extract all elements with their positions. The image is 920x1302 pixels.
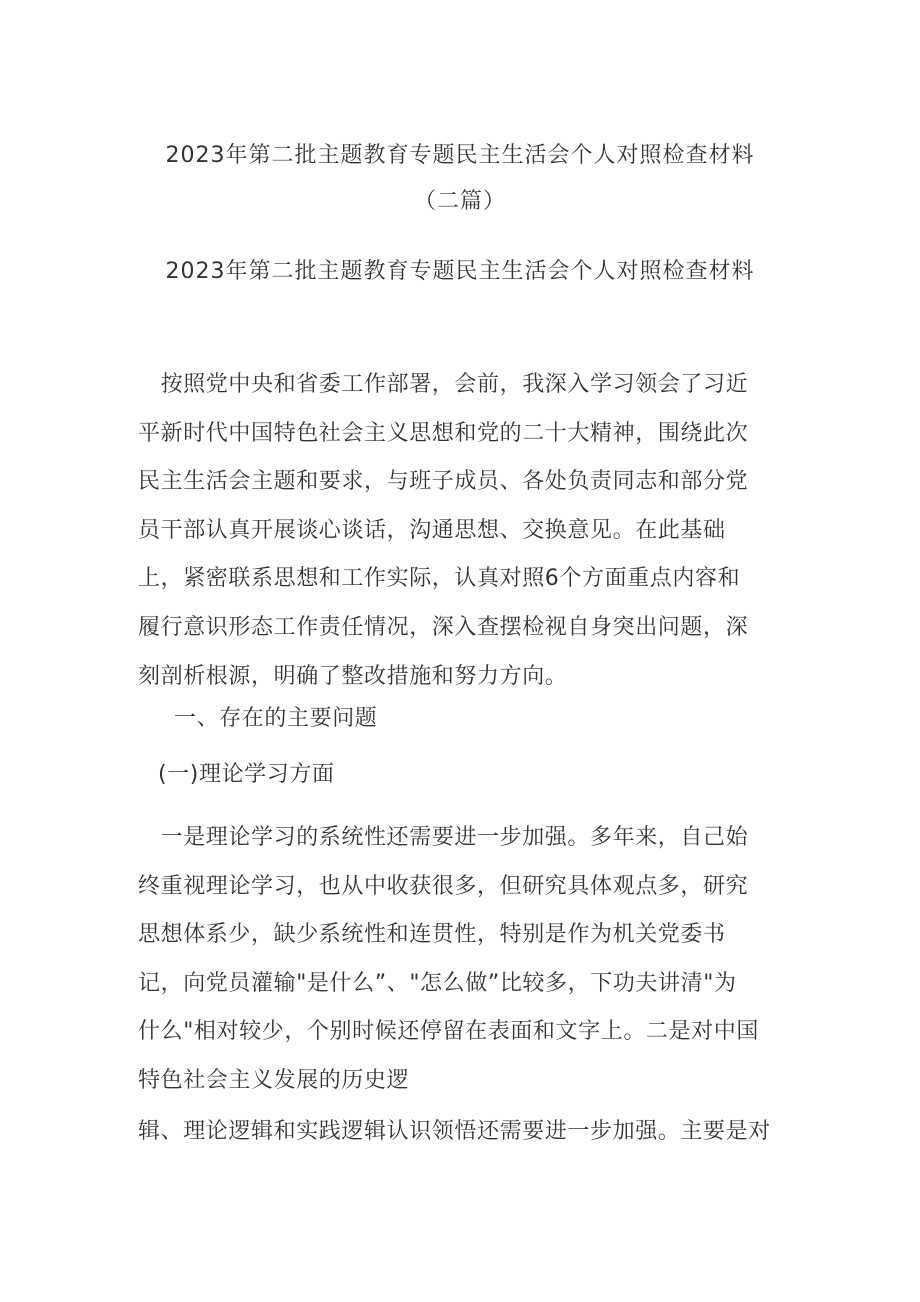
text-line: 记，向党员灌输"是什么”、"怎么做”比较多，下功夫讲清"为	[138, 970, 737, 996]
subsection-heading: (一)理论学习方面	[158, 762, 335, 787]
text-line: 什么"相对较少，个别时候还停留在表面和文字上。二是对中国	[138, 1019, 759, 1045]
text-line: 平新时代中国特色社会主义思想和党的二十大精神，围绕此次	[138, 420, 749, 446]
text-line: 按照党中央和省委工作部署，会前，我深入学习领会了习近	[138, 372, 749, 397]
text-line: 刻剖析根源，明确了整改措施和努力方向。	[138, 663, 568, 689]
continued-text-line: 辑、理论逻辑和实践逻辑认识领悟还需要进一步加强。主要是对	[138, 1119, 771, 1144]
text-line: 履行意识形态工作责任情况，深入查摆检视自身突出问题，深	[138, 614, 749, 640]
body-paragraph	[138, 814, 778, 1106]
text-line: 思想体系少，缺少系统性和连贯性，特别是作为机关党委书	[138, 922, 726, 948]
text-line: 终重视理论学习，也从中收获很多，但研究具体观点多，研究	[138, 873, 749, 899]
section-heading: 一、存在的主要问题	[174, 706, 378, 731]
text-line: 民主生活会主题和要求，与班子成员、各处负责同志和部分党	[138, 469, 749, 495]
document-subtitle: 2023年第二批主题教育专题民主生活会个人对照检查材料	[165, 259, 755, 284]
text-line: 员干部认真开展谈心谈话，沟通思想、交换意见。在此基础	[138, 517, 726, 543]
text-line: 特色社会主义发展的历史逻	[138, 1067, 410, 1093]
document-title: 2023年第二批主题教育专题民主生活会个人对照检查材料	[165, 143, 755, 168]
text-line: 一是理论学习的系统性还需要进一步加强。多年来，自己始	[138, 825, 749, 850]
document-title-suffix: （二篇）	[413, 189, 506, 214]
text-line: 上，紧密联系思想和工作实际，认真对照6个方面重点内容和	[138, 566, 741, 592]
intro-paragraph	[138, 361, 778, 701]
